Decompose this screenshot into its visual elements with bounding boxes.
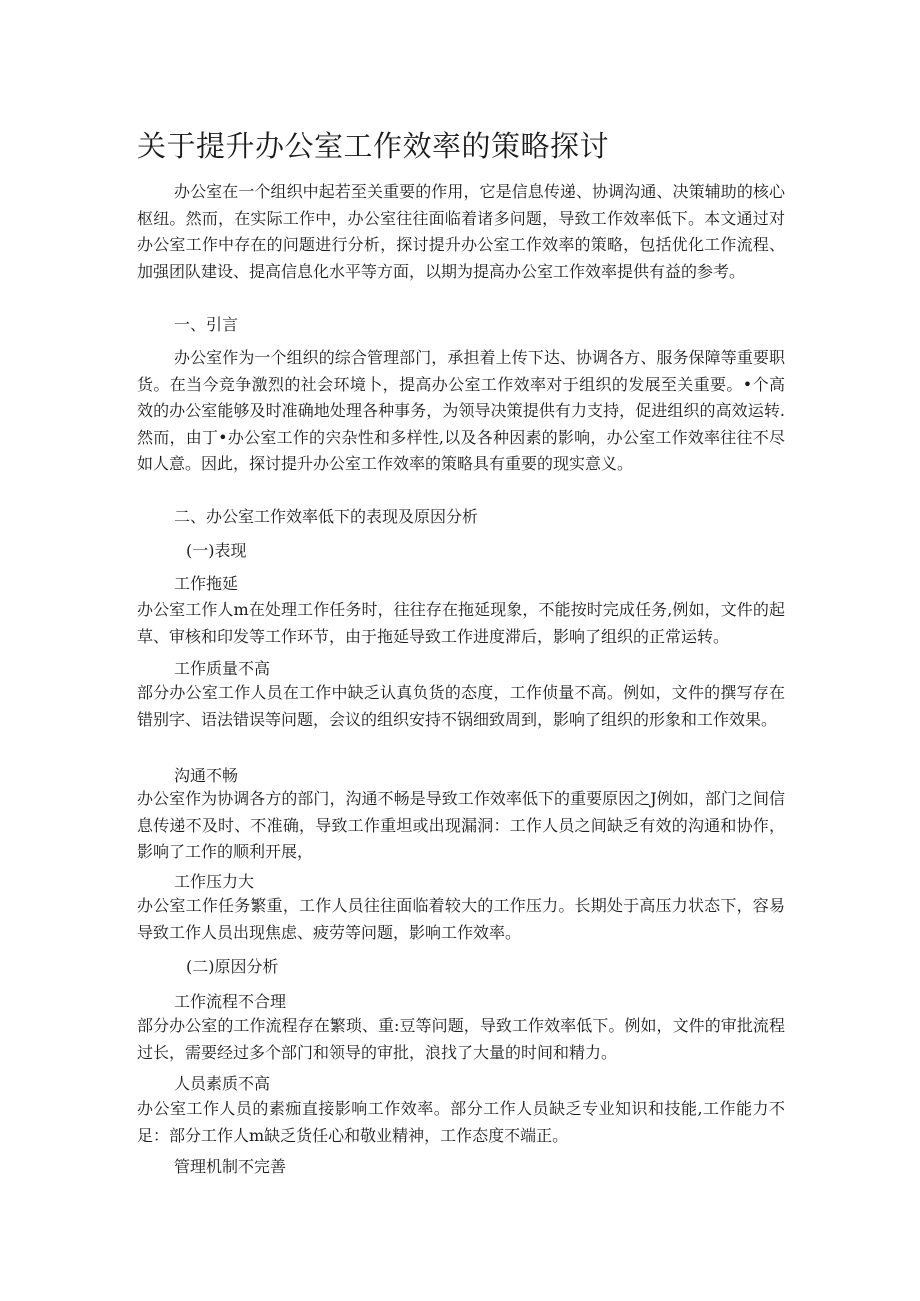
abstract-paragraph: 办公室在一个组织中起若至关重要的作用，它是信息传递、协调沟通、决策辅助的核心枢纽。然而，在实际工作中，办公室往往面临着诸多问题，导致工作效率低下。本文通过对办公室工作中存在的问题进行分析，探讨提升办公室工作效率的策略，包括优化工作流程、加强团队建设、提高信息化水平等方面，以期为提高办公室工作效率提供有益的参考。 [137, 182, 785, 281]
item-heading-management: 管理机制不完善 [174, 1157, 287, 1176]
subsection-heading-causes: (二)原因分析 [186, 957, 279, 976]
item-heading-quality: 工作质量不高 [174, 659, 271, 678]
item-paragraph-communication: 办公室作为协调各方的部门，沟通不畅是导致工作效率低下的重要原因之J例如，部门之间信息传递不及时、不准确，导致工作重坦或出现漏洞：工作人员之间缺乏有效的沟通和协作，影响了工作的顺利开展， [137, 789, 785, 861]
section-heading-part2: 二、办公室工作效率低下的表现及原因分析 [174, 507, 479, 526]
item-heading-pressure: 工作压力大 [174, 872, 255, 891]
intro-paragraph: 办公室作为一个组织的综合管理部门，承担着上传下达、协调各方、服务保障等重要职货。在当今竞争激烈的社会环境卜，提高办公室工作效率对于组织的发展至关重要。•个高效的办公室能够及时准确地处理各种事务，为领导决策提供有力支持，促进组织的高效运转.然而，由丁•办公室工作的宍杂性和多样性,以及各种因素的影响，办公室工作效率往往不尽如人意。因此，探讨提升办公室工作效率的策略具有重要的现实意义。 [137, 348, 785, 473]
item-paragraph-pressure: 办公室工作任务繁重，工作人员往往面临着较大的工作压力。长期处于高压力状态下，容易导致工作人员出现焦虑、疲劳等问题，影响工作效率。 [137, 896, 785, 942]
section-heading-intro: 一、引言 [174, 315, 239, 334]
document-title: 关于提升办公室工作效率的策略探讨 [137, 129, 610, 163]
subsection-heading-symptoms: (一)表现 [186, 541, 247, 560]
item-heading-staff-quality: 人员素质不高 [174, 1074, 271, 1093]
item-paragraph-quality: 部分办公室工作人员在工作中缺乏认真负货的态度，工作侦量不高。例如，文件的撰写存在错别字、语法错误等问题，会议的组织安持不锅细致周到，影响了组织的形象和工作效果。 [137, 683, 785, 729]
item-paragraph-procrastination: 办公室工作人m在处理工作任务时，往往存在拖延现象，不能按时完成任务,例如，文件的起草、审核和印发等工作环节，由于拖延导致工作进度滞后，影响了组织的正常运转。 [137, 600, 785, 646]
item-heading-procrastination: 工作拖延 [174, 574, 239, 593]
item-paragraph-staff-quality: 办公室工作人员的素痂直接影响工作效率。部分工作人员缺乏专业知识和技能,工作能力不足：部分工作人m缺乏货任心和敬业精神，工作态度不端正。 [137, 1099, 785, 1145]
item-heading-communication: 沟通不畅 [174, 766, 239, 785]
item-paragraph-workflow: 部分办公室的工作流程存在繁琐、重:豆等问题，导致工作效率低下。例如，文件的审批流程过长，需要经过多个部门和领导的审批，浪找了大量的时间和精力。 [137, 1016, 785, 1062]
item-heading-workflow: 工作流程不合理 [174, 992, 287, 1011]
